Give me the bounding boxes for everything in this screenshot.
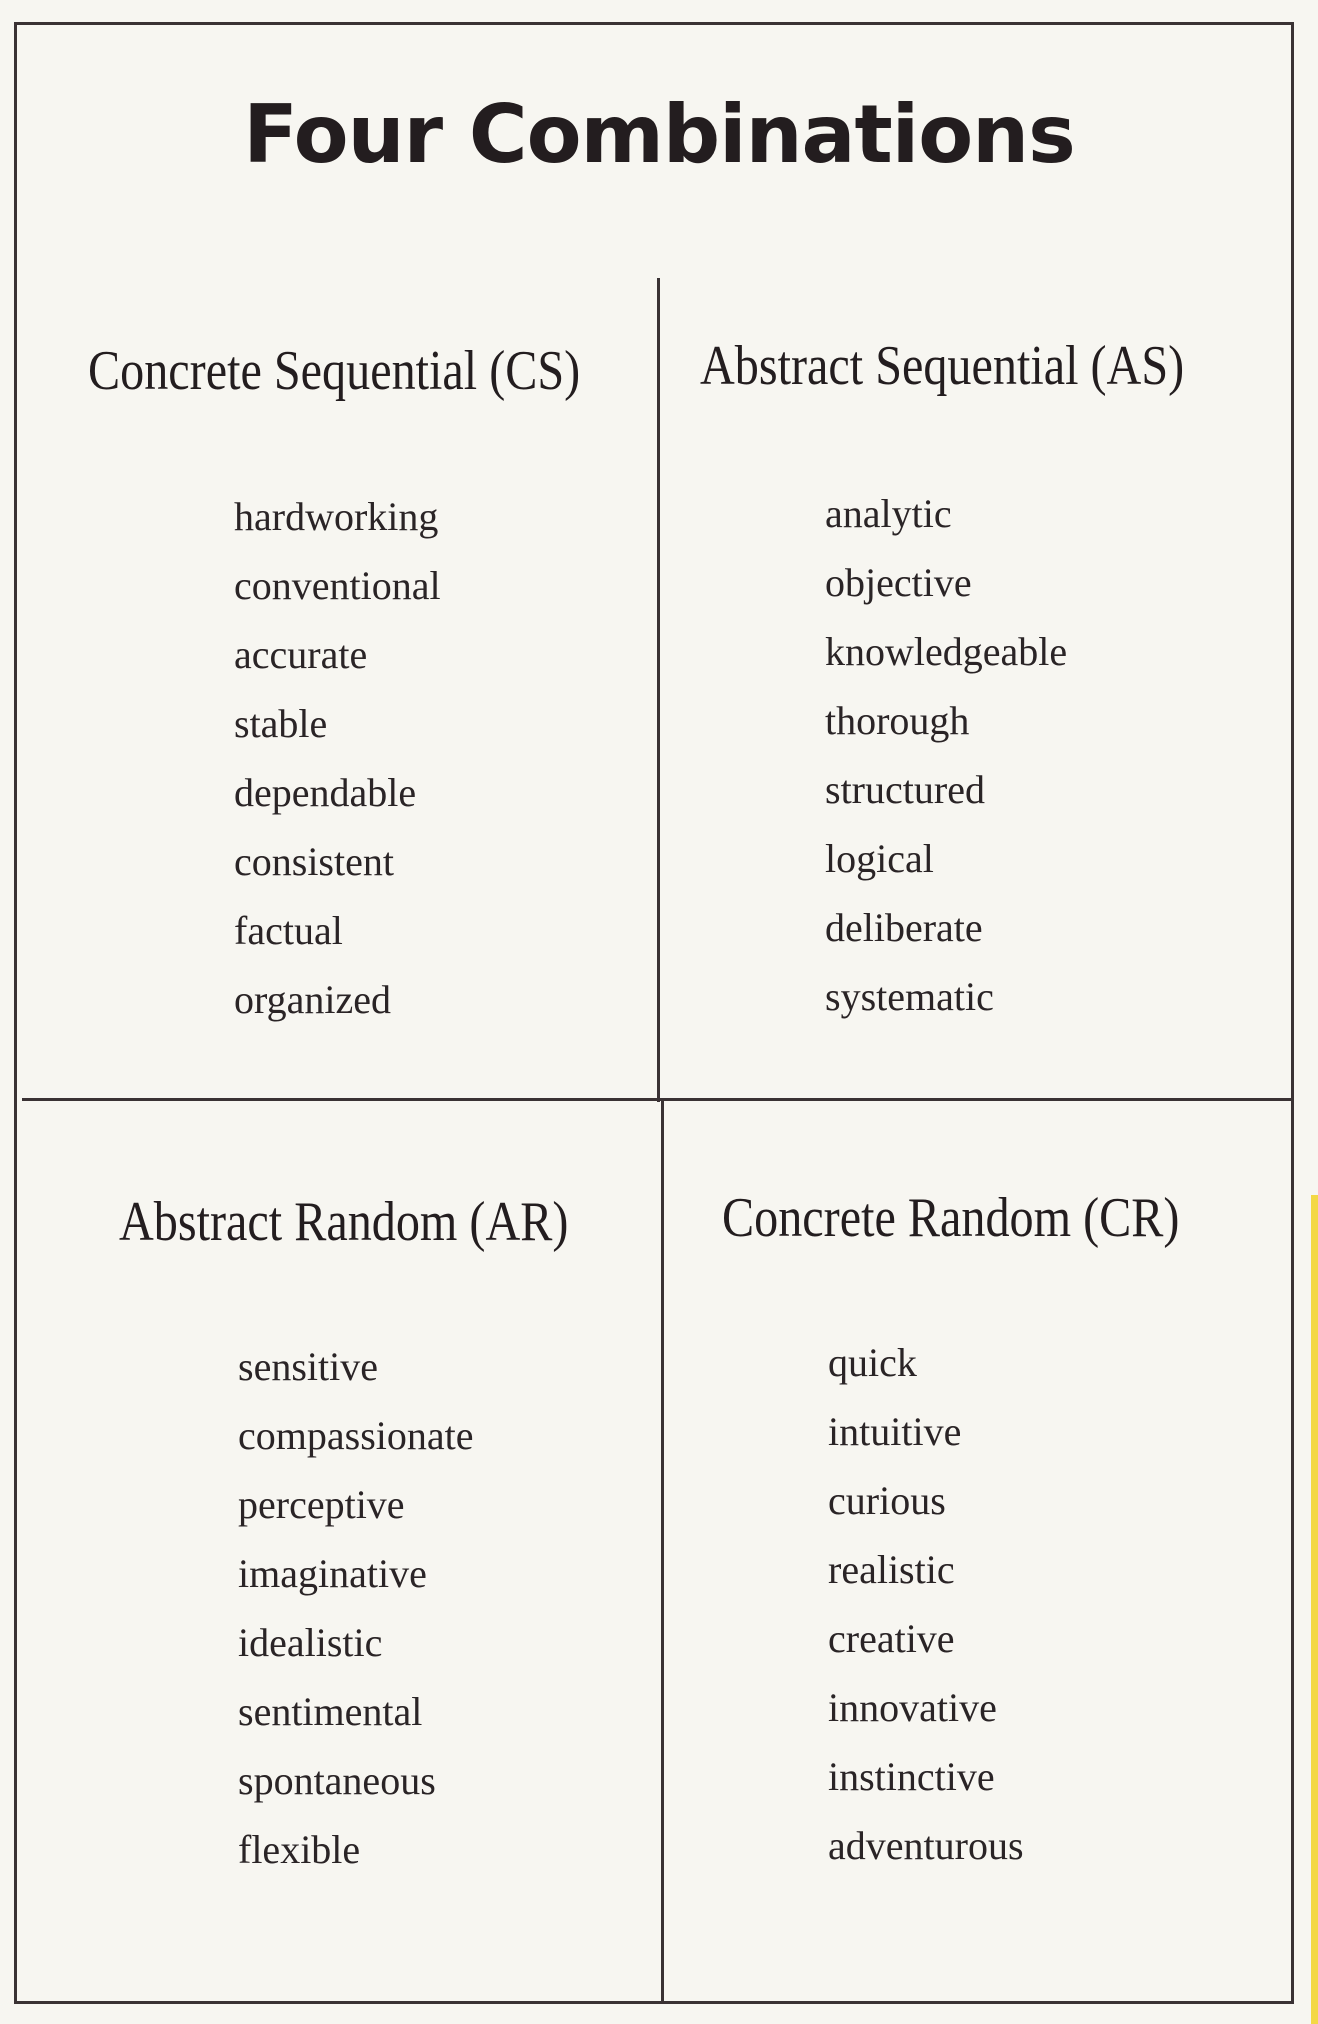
list-item: instinctive <box>828 1754 995 1799</box>
list-item: dependable <box>234 770 417 815</box>
quadrant-list-as <box>825 491 1068 1046</box>
list-item: objective <box>825 560 972 605</box>
list-item: creative <box>828 1616 955 1661</box>
list-item: conventional <box>234 563 441 608</box>
list-item: adventurous <box>828 1823 1024 1868</box>
vertical-divider-top <box>657 278 660 1102</box>
quadrant-list-cs <box>234 494 441 1049</box>
vertical-divider-bottom <box>661 1100 664 2002</box>
horizontal-divider <box>22 1098 1292 1101</box>
yellow-edge-strip <box>1311 1195 1318 2024</box>
quadrant-heading-ar: Abstract Random (AR) <box>119 1191 569 1253</box>
quadrant-heading-as: Abstract Sequential (AS) <box>700 335 1185 397</box>
list-item: systematic <box>825 974 994 1019</box>
list-item: perceptive <box>238 1482 405 1527</box>
list-item: idealistic <box>238 1620 383 1665</box>
list-item: spontaneous <box>238 1758 436 1803</box>
list-item: sentimental <box>238 1689 423 1734</box>
list-item: innovative <box>828 1685 997 1730</box>
list-item: compassionate <box>238 1413 474 1458</box>
list-item: consistent <box>234 839 394 884</box>
list-item: flexible <box>238 1827 361 1872</box>
list-item: curious <box>828 1478 946 1523</box>
page-title: Four Combinations <box>243 88 1075 181</box>
list-item: knowledgeable <box>825 629 1068 674</box>
list-item: intuitive <box>828 1409 962 1454</box>
outer-frame <box>14 22 1294 2004</box>
quadrant-list-cr <box>828 1340 1024 1895</box>
list-item: imaginative <box>238 1551 427 1596</box>
list-item: realistic <box>828 1547 955 1592</box>
list-item: structured <box>825 767 985 812</box>
quadrant-heading-cr: Concrete Random (CR) <box>722 1187 1180 1249</box>
list-item: hardworking <box>234 494 439 539</box>
list-item: logical <box>825 836 934 881</box>
list-item: accurate <box>234 632 368 677</box>
list-item: deliberate <box>825 905 983 950</box>
quadrant-heading-cs: Concrete Sequential (CS) <box>88 340 581 402</box>
list-item: organized <box>234 977 391 1022</box>
list-item: sensitive <box>238 1344 378 1389</box>
list-item: stable <box>234 701 328 746</box>
list-item: quick <box>828 1340 917 1385</box>
list-item: factual <box>234 908 343 953</box>
quadrant-list-ar <box>238 1344 474 1899</box>
list-item: analytic <box>825 491 952 536</box>
list-item: thorough <box>825 698 970 743</box>
